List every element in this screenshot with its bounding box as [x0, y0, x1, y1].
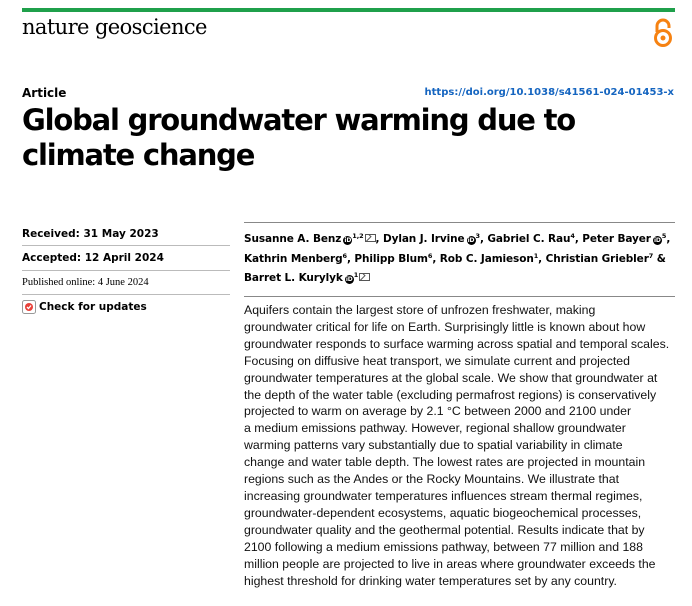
received-date: Received: 31 May 2023	[22, 228, 159, 240]
abstract-line: groundwater-dependent ecosystems, aquatic biogeochemical processes,	[244, 505, 642, 520]
author-name[interactable]: Gabriel C. Rau	[487, 233, 571, 245]
abstract-divider	[244, 296, 675, 297]
check-updates-icon	[22, 300, 36, 314]
abstract-line: 2100 following a medium emissions pathway, between 77 million and 188	[244, 539, 643, 554]
check-updates-label: Check for updates	[39, 301, 147, 313]
abstract-line: groundwater critical for life on Earth. Surprisingly little is known about how	[244, 319, 646, 334]
affiliation-number: 1	[353, 271, 359, 279]
divider	[22, 270, 230, 271]
authors-divider	[244, 222, 675, 223]
affiliation-number: 1	[533, 251, 539, 260]
author-list: Susanne A. Benz iD$^{1,2}$ , Dylan J. Irvine $iD^3$, Gabriel C. Rau$^4$, Peter Bayer $iD^5$, Kathrin Menberg$^6$, Philipp Blum$^6$, Rob C. Jamieson$^1$, Christian Griebler$^7$ & Barret L. Kurylyk $iD^1$	[244, 232, 671, 284]
published-date: Published online: 4 June 2024	[22, 277, 149, 288]
abstract-line: groundwater responds to surface warming across spatial and temporal scales.	[244, 336, 670, 351]
abstract-line: million people are projected to live in areas where groundwater exceeds the	[244, 556, 656, 571]
abstract-line: warming patterns vary substantially due to spatial variability in climate	[244, 438, 623, 453]
author-name[interactable]: Christian Griebler	[545, 252, 649, 265]
affiliation-number: 1,2	[352, 232, 364, 240]
abstract-line: groundwater quality and the geothermal potential. Results indicate that by	[244, 522, 645, 537]
abstract-line: Focusing on diffusive heat transport, we simulate current and projected	[244, 353, 630, 368]
accepted-date: Accepted: 12 April 2024	[22, 252, 164, 264]
abstract-line: a medium emissions pathway. However, regional shallow groundwater	[244, 421, 626, 436]
divider	[22, 294, 230, 295]
doi-link[interactable]: https://doi.org/10.1038/s41561-024-01453-x	[424, 87, 674, 98]
orcid-icon[interactable]: iD	[467, 237, 475, 244]
open-access-icon	[651, 18, 675, 48]
author-name[interactable]: Rob C. Jamieson	[439, 252, 534, 265]
affiliation-number: 6	[342, 251, 347, 260]
abstract-line: regions such as the Andes or the Rocky Mountains. We illustrate that	[244, 472, 620, 487]
email-icon[interactable]	[359, 273, 370, 281]
affiliation-number: 7	[648, 251, 654, 260]
email-icon[interactable]	[365, 234, 376, 242]
affiliation-number: 6	[427, 251, 433, 260]
author-name[interactable]: Dylan J. Irvine	[382, 233, 465, 245]
affiliation-number: 4	[570, 232, 575, 240]
author-name[interactable]: Peter Bayer	[582, 233, 651, 245]
abstract-line: projected to warm on average by 2.1 °C between 2000 and 2100 under	[244, 404, 632, 419]
abstract-line: increasing groundwater temperatures influences stream thermal regimes,	[244, 488, 643, 503]
affiliation-number: 5	[661, 232, 667, 240]
abstract-line: groundwater temperatures at the global scale. We show that groundwater at	[244, 370, 658, 385]
divider	[22, 245, 230, 246]
orcid-icon[interactable]: iD	[345, 276, 353, 283]
top-accent-rule	[22, 8, 675, 12]
article-title: Global groundwater warming due to climate change	[22, 103, 576, 172]
abstract	[244, 302, 675, 589]
check-for-updates-button[interactable]	[22, 300, 147, 314]
orcid-icon[interactable]: iD	[653, 237, 661, 244]
author-name[interactable]: Barret L. Kurylyk	[244, 272, 343, 284]
abstract-line: change and water table depth. The lowest rates are projected in mountain	[244, 455, 646, 470]
author-name[interactable]: Susanne A. Benz	[244, 233, 342, 245]
author-name[interactable]: Kathrin Menberg	[244, 252, 343, 265]
article-type: Article	[22, 86, 67, 100]
abstract-line: highest threshold for drinking water temperatures set by any country.	[244, 573, 617, 588]
abstract-line: Aquifers contain the largest store of unfrozen freshwater, making	[244, 303, 596, 317]
abstract-line: the depth of the water table (excluding permafrost regions) is conservatively	[244, 387, 657, 402]
journal-name[interactable]: nature geoscience	[22, 15, 207, 39]
author-name[interactable]: Philipp Blum	[354, 252, 428, 265]
orcid-icon[interactable]: iD	[344, 237, 352, 244]
affiliation-number: 3	[475, 232, 480, 240]
